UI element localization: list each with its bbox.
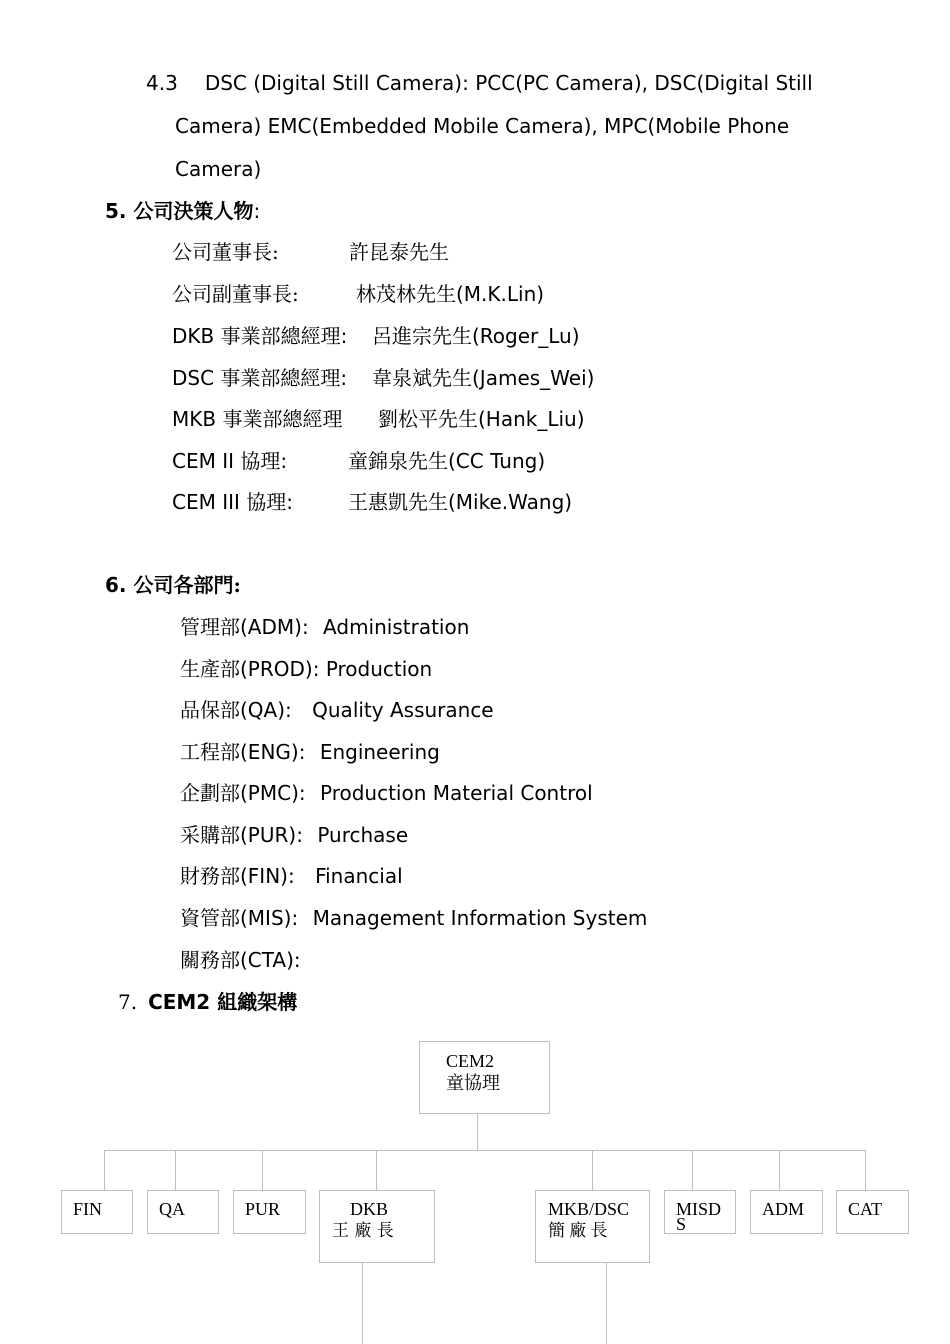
org-unit-label-overflow: S <box>676 1214 687 1234</box>
section-4-3-number: 4.3 <box>146 71 178 95</box>
org-dkb-down-connector <box>362 1262 363 1344</box>
department-code: 采購部(PUR): <box>180 823 303 847</box>
department-row <box>180 948 301 972</box>
department-code: 品保部(QA): <box>180 698 292 722</box>
department-desc: Management Information System <box>312 906 648 930</box>
org-unit-label: DKB <box>350 1199 389 1219</box>
org-horizontal-connector <box>104 1150 866 1151</box>
org-root-connector <box>477 1113 478 1151</box>
section-4-3-line-2: Camera) EMC(Embedded Mobile Camera), MPC(Mobile Phone <box>175 114 790 138</box>
department-row <box>180 657 432 681</box>
section-7-heading <box>118 990 297 1014</box>
department-desc: Quality Assurance <box>312 698 494 722</box>
org-unit-dkb <box>319 1190 435 1263</box>
org-root-box <box>419 1041 550 1114</box>
department-code: 財務部(FIN): <box>180 864 295 888</box>
org-branch-connector <box>592 1150 593 1190</box>
org-unit-cat <box>836 1190 909 1234</box>
person-name: 童錦泉先生(CC Tung) <box>348 449 546 473</box>
person-name: 韋泉斌先生(James_Wei) <box>372 366 595 390</box>
org-unit-label: ADM <box>762 1199 805 1219</box>
department-desc: Financial <box>315 864 403 888</box>
org-unit-fin <box>61 1190 133 1234</box>
department-row <box>180 615 469 639</box>
org-unit-adm <box>750 1190 823 1234</box>
org-unit-misds <box>664 1190 736 1234</box>
department-desc: Administration <box>323 615 470 639</box>
person-name: 劉松平先生(Hank_Liu) <box>378 407 585 431</box>
department-row <box>180 740 440 764</box>
person-role: 公司董事長: <box>172 240 279 264</box>
person-role: 公司副董事長: <box>172 282 299 306</box>
org-unit-manager: 簡 廠 長 <box>548 1221 608 1240</box>
department-desc: Production Material Control <box>319 781 593 805</box>
section-7-title-zh: 組織架構 <box>217 990 298 1014</box>
org-branch-connector <box>865 1150 866 1190</box>
department-row <box>180 781 593 805</box>
department-desc: Engineering <box>319 740 440 764</box>
department-desc: Purchase <box>317 823 409 847</box>
section-4-3-line-3: Camera) <box>175 157 262 181</box>
section-4-3-line-1 <box>146 71 813 95</box>
org-mkb-down-connector <box>606 1262 607 1344</box>
section-6-title: 公司各部門: <box>133 573 241 597</box>
section-5-heading <box>105 199 260 223</box>
section-5-number: 5. <box>105 199 127 223</box>
org-unit-label: FIN <box>73 1199 103 1219</box>
org-unit-qa <box>147 1190 219 1234</box>
department-code: 企劃部(PMC): <box>180 781 306 805</box>
section-7-number: 7. <box>118 990 138 1014</box>
person-role: DSC 事業部總經理: <box>172 366 348 390</box>
org-unit-manager: 王 廠 長 <box>332 1221 394 1241</box>
org-branch-connector <box>779 1150 780 1190</box>
org-branch-connector <box>692 1150 693 1190</box>
department-desc: Production <box>325 657 433 681</box>
department-row <box>180 864 403 888</box>
section-6-heading <box>105 573 241 597</box>
org-branch-connector <box>104 1150 105 1190</box>
org-unit-label: MISD <box>676 1199 722 1219</box>
org-unit-label: PUR <box>245 1199 281 1219</box>
department-code: 資管部(MIS): <box>180 906 299 930</box>
org-branch-connector <box>175 1150 176 1190</box>
department-code: 關務部(CTA): <box>180 948 301 972</box>
section-5-title: 公司決策人物 <box>133 199 254 223</box>
person-name: 林茂林先生(M.K.Lin) <box>356 282 545 306</box>
org-unit-label: CAT <box>848 1199 883 1219</box>
org-unit-label: MKB/DSC <box>548 1199 630 1219</box>
person-name: 呂進宗先生(Roger_Lu) <box>372 324 580 348</box>
org-unit-label: QA <box>159 1199 185 1219</box>
department-code: 工程部(ENG): <box>180 740 306 764</box>
org-root-line-2: 童協理 <box>446 1073 500 1093</box>
person-role: MKB 事業部總經理 <box>172 407 343 431</box>
org-root-line-1: CEM2 <box>446 1051 495 1071</box>
org-unit-mkb-dsc <box>535 1190 650 1263</box>
person-name: 許昆泰先生 <box>349 240 449 264</box>
department-row <box>180 906 647 930</box>
person-role: CEM II 協理: <box>172 449 288 473</box>
department-code: 管理部(ADM): <box>180 615 309 639</box>
person-role: CEM III 協理: <box>172 490 294 514</box>
org-branch-connector <box>376 1150 377 1190</box>
department-row <box>180 698 494 722</box>
person-name: 王惠凱先生(Mike.Wang) <box>348 490 573 514</box>
org-branch-connector <box>262 1150 263 1190</box>
org-unit-pur <box>233 1190 306 1234</box>
person-role: DKB 事業部總經理: <box>172 324 348 348</box>
section-5-colon: : <box>253 199 261 223</box>
department-code: 生產部(PROD): <box>180 657 320 681</box>
section-4-3-text-1: DSC (Digital Still Camera): PCC(PC Camera), DSC(Digital Still <box>204 71 813 95</box>
section-6-number: 6. <box>105 573 127 597</box>
department-row <box>180 823 408 847</box>
section-7-title-en: CEM2 <box>148 990 211 1014</box>
